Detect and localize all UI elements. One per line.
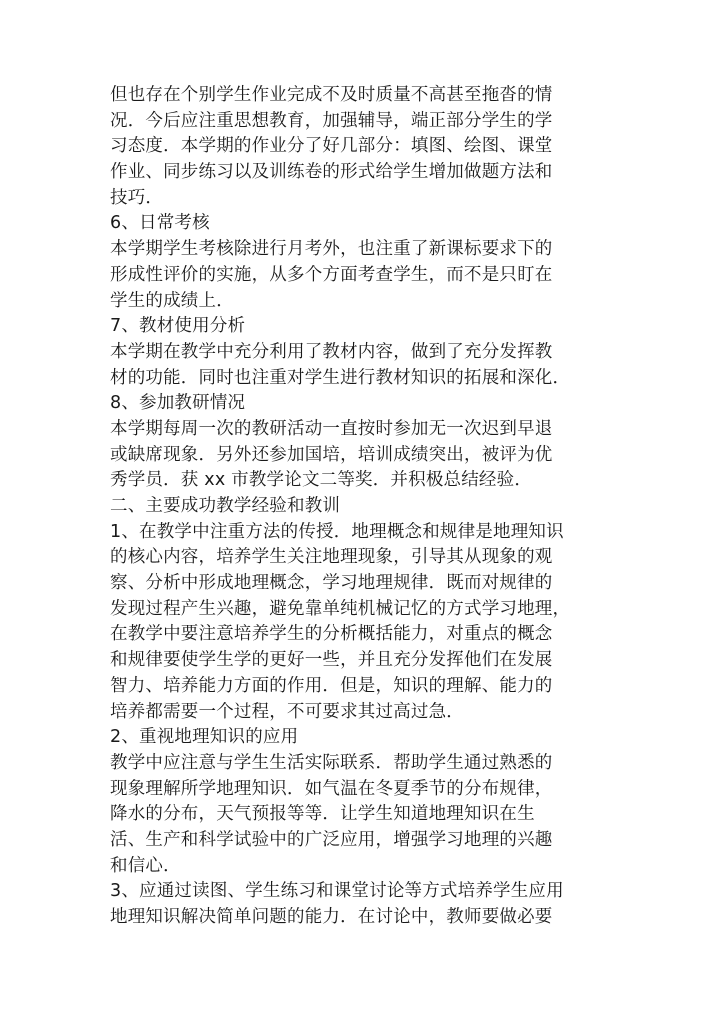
section-heading: 8、参加教研情况	[110, 393, 246, 414]
text-line: 学生的成绩上．	[110, 290, 234, 311]
section-heading: 2、重视地理知识的应用	[110, 727, 299, 748]
text-line: 发现过程产生兴趣，避免靠单纯机械记忆的方式学习地理，	[110, 598, 571, 619]
text-line: 习态度．本学期的作业分了好几部分：填图、绘图、课堂	[110, 136, 553, 157]
text-line: 降水的分布，天气预报等等．让学生知道地理知识在生	[110, 804, 535, 825]
section-heading: 7、教材使用分析	[110, 316, 246, 337]
text-line: 在教学中要注意培养学生的分析概括能力，对重点的概念	[110, 624, 553, 645]
text-line: 和规律要使学生学的更好一些，并且充分发挥他们在发展	[110, 650, 553, 671]
text-line: 3、应通过读图、学生练习和课堂讨论等方式培养学生应用	[110, 881, 564, 902]
document-body	[110, 83, 610, 931]
text-line: 活、生产和科学试验中的广泛应用，增强学习地理的兴趣	[110, 829, 553, 850]
text-line: 或缺席现象．另外还参加国培，培训成绩突出，被评为优	[110, 444, 553, 465]
text-line: 和信心．	[110, 855, 181, 876]
text-line: 地理知识解决简单问题的能力．在讨论中，教师要做必要	[110, 907, 553, 927]
section-heading: 6、日常考核	[110, 213, 210, 234]
text-line: 1、在教学中注重方法的传授．地理概念和规律是地理知识	[110, 521, 564, 542]
text-line: 况．今后应注重思想教育，加强辅导，端正部分学生的学	[110, 110, 553, 131]
text-line: 现象理解所学地理知识．如气温在冬夏季节的分布规律，	[110, 778, 553, 799]
section-heading: 二、主要成功教学经验和教训	[110, 496, 341, 516]
text-line: 作业、同步练习以及训练卷的形式给学生增加做题方法和	[110, 162, 553, 183]
text-line: 教学中应注意与学生生活实际联系．帮助学生通过熟悉的	[110, 752, 553, 773]
text-line: 本学期每周一次的教研活动一直按时参加无一次迟到早退	[110, 418, 553, 439]
text-line: 的核心内容，培养学生关注地理现象，引导其从现象的观	[110, 547, 553, 568]
text-line: 形成性评价的实施，从多个方面考查学生，而不是只盯在	[110, 264, 553, 285]
text-line: 培养都需要一个过程，不可要求其过高过急．	[110, 701, 464, 722]
text-line: 察、分析中形成地理概念，学习地理规律．既而对规律的	[110, 573, 553, 594]
text-line: 秀学员．获 xx 市教学论文二等奖．并积极总结经验．	[110, 470, 533, 491]
text-line: 智力、培养能力方面的作用．但是，知识的理解、能力的	[110, 675, 553, 696]
text-line: 材的功能．同时也注重对学生进行教材知识的拓展和深化．	[110, 367, 571, 388]
text-line: 本学期在教学中充分利用了教材内容，做到了充分发挥教	[110, 341, 553, 362]
text-line: 但也存在个别学生作业完成不及时质量不高甚至拖沓的情	[110, 85, 553, 105]
text-line: 本学期学生考核除进行月考外，也注重了新课标要求下的	[110, 239, 553, 260]
text-line: 技巧．	[110, 187, 164, 208]
